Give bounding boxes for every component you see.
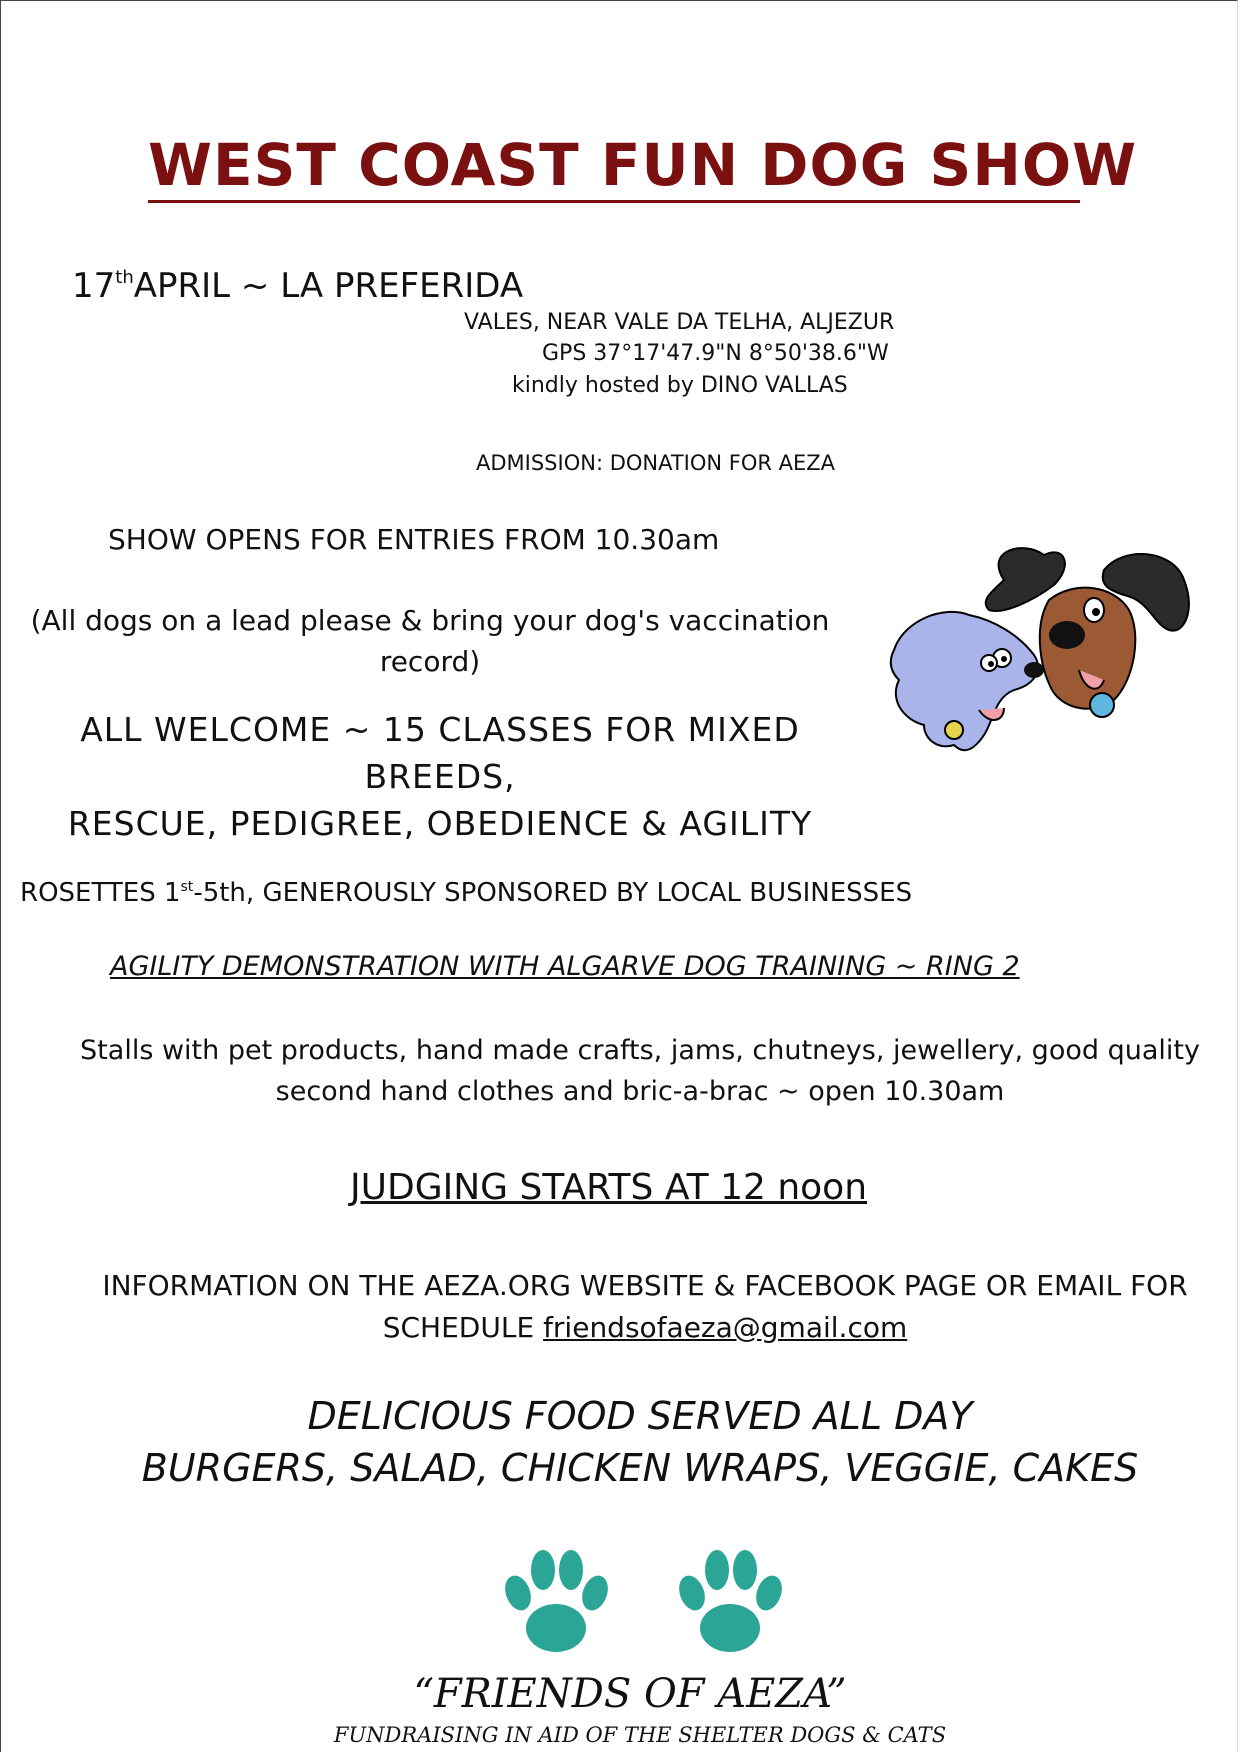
date-day: 17 <box>72 266 116 306</box>
dogs-illustration <box>884 540 1208 785</box>
event-date <box>72 256 523 308</box>
hosted-by: kindly hosted by DINO VALLAS <box>512 373 848 398</box>
welcome-classes <box>40 706 840 847</box>
rosettes-rest: -5th, GENEROUSLY SPONSORED BY LOCAL BUSINESSES <box>193 878 913 908</box>
date-suffix: th <box>115 267 134 288</box>
rosettes-info <box>20 870 912 910</box>
food-line-1: DELICIOUS FOOD SERVED ALL DAY <box>307 1394 973 1438</box>
lead-vaccination-note: (All dogs on a lead please & bring your dog's vaccination record) <box>30 604 830 678</box>
welcome-line-1: ALL WELCOME ~ 15 CLASSES FOR MIXED BREEDS, <box>80 710 800 796</box>
fundraising-tagline: FUNDRAISING IN AID OF THE SHELTER DOGS & CATS <box>333 1723 947 1747</box>
welcome-line-2: RESCUE, PEDIGREE, OBEDIENCE & AGILITY <box>67 804 813 843</box>
friends-of-aeza: “FRIENDS OF AEZA” <box>413 1671 847 1717</box>
food-info <box>60 1390 1220 1494</box>
agility-demo: AGILITY DEMONSTRATION WITH ALGARVE DOG TRAINING ~ RING 2 <box>110 951 1020 982</box>
entries-time: SHOW OPENS FOR ENTRIES FROM 10.30am <box>108 523 720 556</box>
page-title: WEST COAST FUN DOG SHOW <box>148 132 1080 203</box>
paw-print-icon <box>670 1548 790 1668</box>
judging-time: JUDGING STARTS AT 12 noon <box>350 1167 868 1208</box>
paw-print-icon <box>496 1548 616 1668</box>
food-line-2: BURGERS, SALAD, CHICKEN WRAPS, VEGGIE, CAKES <box>141 1446 1139 1490</box>
gps-coordinates: GPS 37°17'47.9"N 8°50'38.6"W <box>542 341 889 366</box>
info-text: INFORMATION ON THE AEZA.ORG WEBSITE & FACEBOOK PAGE OR EMAIL FOR SCHEDULE <box>102 1269 1188 1344</box>
rosettes-prefix: ROSETTES 1 <box>20 878 181 908</box>
venue-address: VALES, NEAR VALE DA TELHA, ALJEZUR <box>464 310 895 335</box>
rosettes-suffix: st <box>180 879 194 895</box>
contact-info <box>40 1265 1240 1349</box>
admission-info: ADMISSION: DONATION FOR AEZA <box>476 451 836 475</box>
date-rest: APRIL ~ LA PREFERIDA <box>133 266 524 306</box>
email-link[interactable]: friendsofaeza@gmail.com <box>543 1311 908 1344</box>
stalls-info: Stalls with pet products, hand made crafts, jams, chutneys, jewellery, good quality second hand clothes and bric-a-brac ~ open 10.30am <box>80 1035 1200 1107</box>
